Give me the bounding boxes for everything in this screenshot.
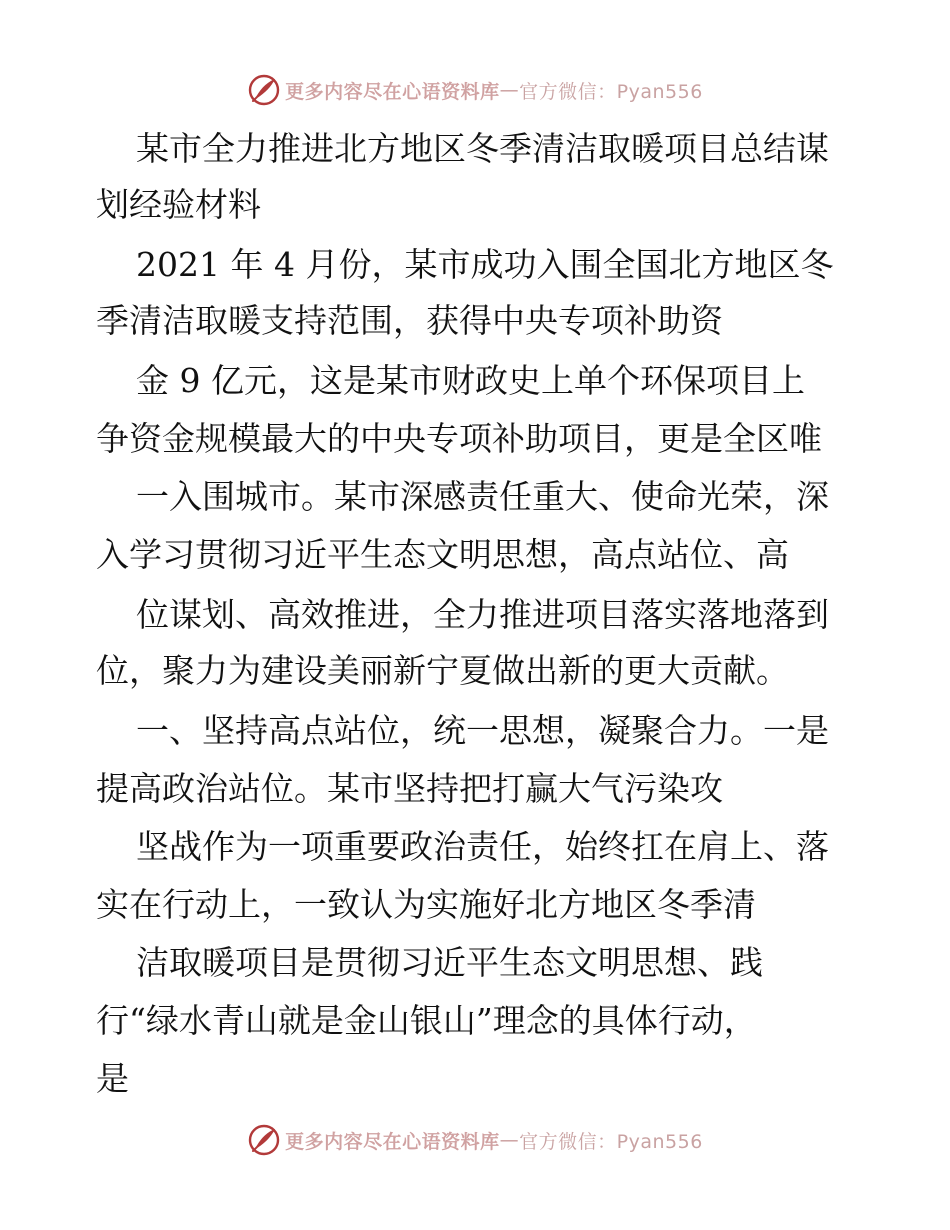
- text-line: 坚战作为一项重要政治责任，始终扛在肩上、落: [136, 827, 829, 866]
- text-line: 位，聚力为建设美丽新宁夏做出新的更大贡献。: [96, 651, 789, 690]
- text-line: 一、坚持高点站位，统一思想，凝聚合力。一是: [136, 711, 829, 750]
- feather-quill-logo-icon: [247, 1123, 281, 1157]
- footer-watermark: [0, 1120, 950, 1160]
- header-watermark: [0, 70, 950, 110]
- text-line: 金 9 亿元，这是某市财政史上单个环保项目上: [136, 361, 805, 400]
- text-line: 入学习贯彻习近平生态文明思想，高点站位、高: [96, 535, 789, 574]
- text-line: 实在行动上，一致认为实施好北方地区冬季清: [96, 885, 756, 924]
- watermark-separator: —: [499, 1129, 520, 1151]
- text-line: 某市全力推进北方地区冬季清洁取暖项目总结谋: [136, 129, 829, 168]
- watermark-wechat-text: 官方微信：Pyan556: [519, 80, 703, 103]
- text-line: 一入围城市。某市深感责任重大、使命光荣，深: [136, 477, 829, 516]
- watermark-wechat-text: 官方微信：Pyan556: [519, 1130, 703, 1153]
- feather-quill-logo-icon: [247, 73, 281, 107]
- text-line: 季清洁取暖支持范围，获得中央专项补助资: [96, 301, 723, 340]
- watermark-separator: —: [499, 79, 520, 101]
- watermark-brand-text: 更多内容尽在心语资料库: [285, 80, 500, 103]
- text-line: 划经验材料: [96, 185, 261, 224]
- watermark-brand-text: 更多内容尽在心语资料库: [285, 1130, 500, 1153]
- text-line: 争资金规模最大的中央专项补助项目，更是全区唯: [96, 419, 822, 458]
- text-line: 是: [96, 1059, 129, 1098]
- text-line: 洁取暖项目是贯彻习近平生态文明思想、践: [136, 943, 763, 982]
- text-line: 提高政治站位。某市坚持把打赢大气污染攻: [96, 769, 723, 808]
- text-line: 位谋划、高效推进，全力推进项目落实落地落到: [136, 595, 829, 634]
- text-line: 2021 年 4 月份，某市成功入围全国北方地区冬: [136, 245, 834, 284]
- text-line: 行“绿水青山就是金山银山”理念的具体行动，: [96, 1001, 757, 1040]
